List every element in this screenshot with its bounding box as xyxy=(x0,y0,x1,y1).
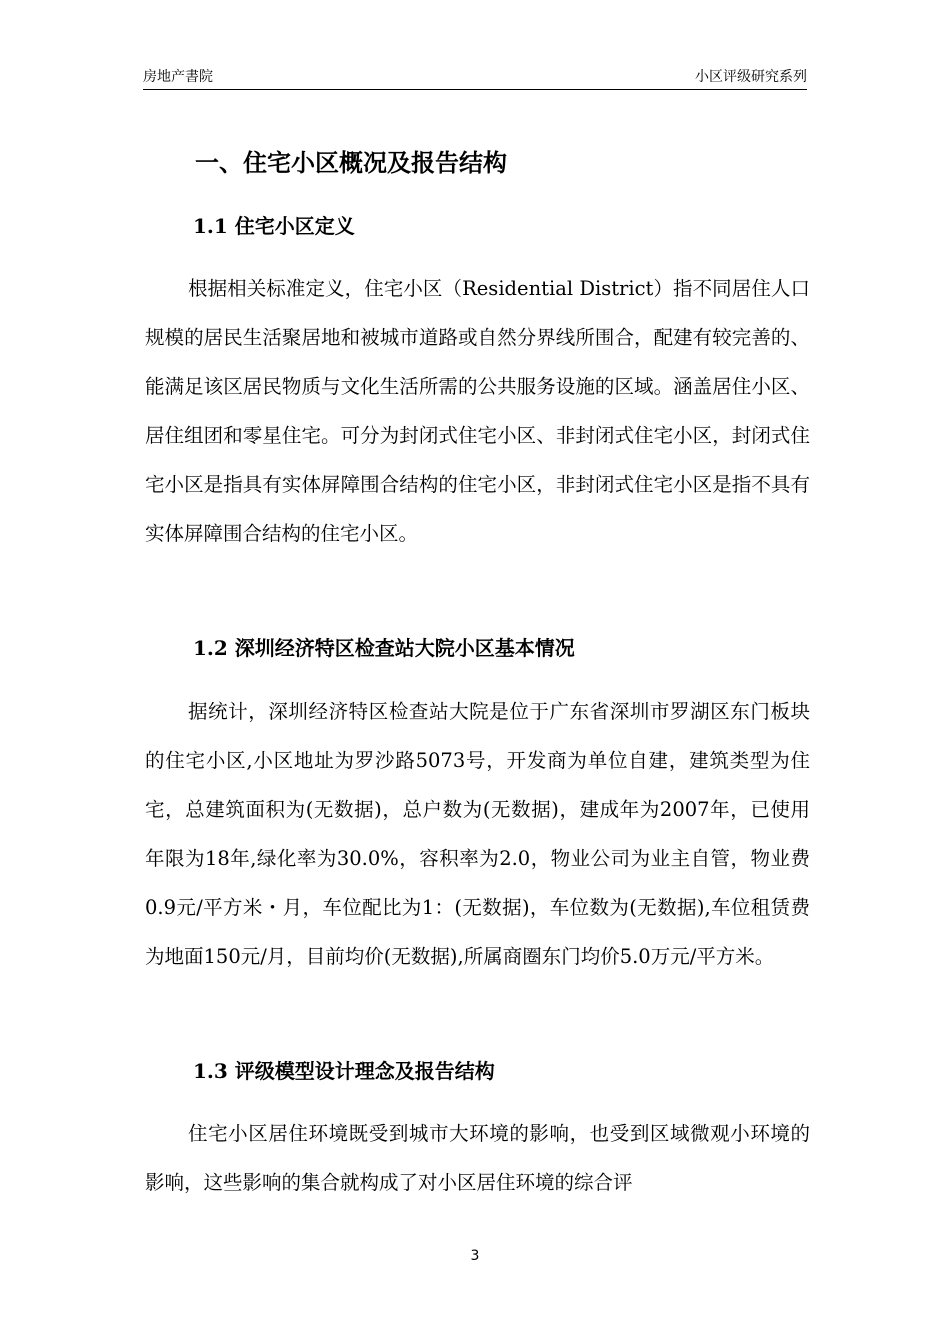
paragraph-model-design: 住宅小区居住环境既受到城市大环境的影响，也受到区域微观小环境的影响，这些影响的集合就构成了对小区居住环境的综合评 xyxy=(145,1122,810,1194)
header-divider xyxy=(143,89,807,90)
section-heading-1-3: 1.3 评级模型设计理念及报告结构 xyxy=(193,1059,495,1083)
section-heading-1-1: 1.1 住宅小区定义 xyxy=(193,214,355,238)
section-heading-1-2: 1.2 深圳经济特区检查站大院小区基本情况 xyxy=(193,636,575,660)
paragraph-basic-info: 据统计，深圳经济特区检查站大院是位于广东省深圳市罗湖区东门板块的住宅小区,小区地址为罗沙路5073号，开发商为单位自建，建筑类型为住宅，总建筑面积为(无数据)，总户数为(无数据)，建成年为2007年，已使用年限为18年,绿化率为30.0%，容积率为2.0，物业公司为业主自管，物业费0.9元/平方米・月，车位配比为1：(无数据)，车位数为(无数据),车位租赁费为地面150元/月，目前均价(无数据),所属商圈东门均价5.0万元/平方米。 xyxy=(145,700,810,968)
chapter-heading: 一、住宅小区概况及报告结构 xyxy=(195,148,507,177)
header-series-title: 小区评级研究系列 xyxy=(695,69,807,85)
paragraph-residential-definition: 根据相关标准定义，住宅小区（Residential District）指不同居住人口规模的居民生活聚居地和被城市道路或自然分界线所围合，配建有较完善的、能满足该区居民物质与文化生活所需的公共服务设施的区域。涵盖居住小区、居住组团和零星住宅。可分为封闭式住宅小区、非封闭式住宅小区，封闭式住宅小区是指具有实体屏障围合结构的住宅小区，非封闭式住宅小区是指不具有实体屏障围合结构的住宅小区。 xyxy=(145,277,810,545)
header-publisher: 房地产書院 xyxy=(143,69,213,85)
page-header xyxy=(143,66,807,88)
page-number: 3 xyxy=(470,1248,480,1264)
